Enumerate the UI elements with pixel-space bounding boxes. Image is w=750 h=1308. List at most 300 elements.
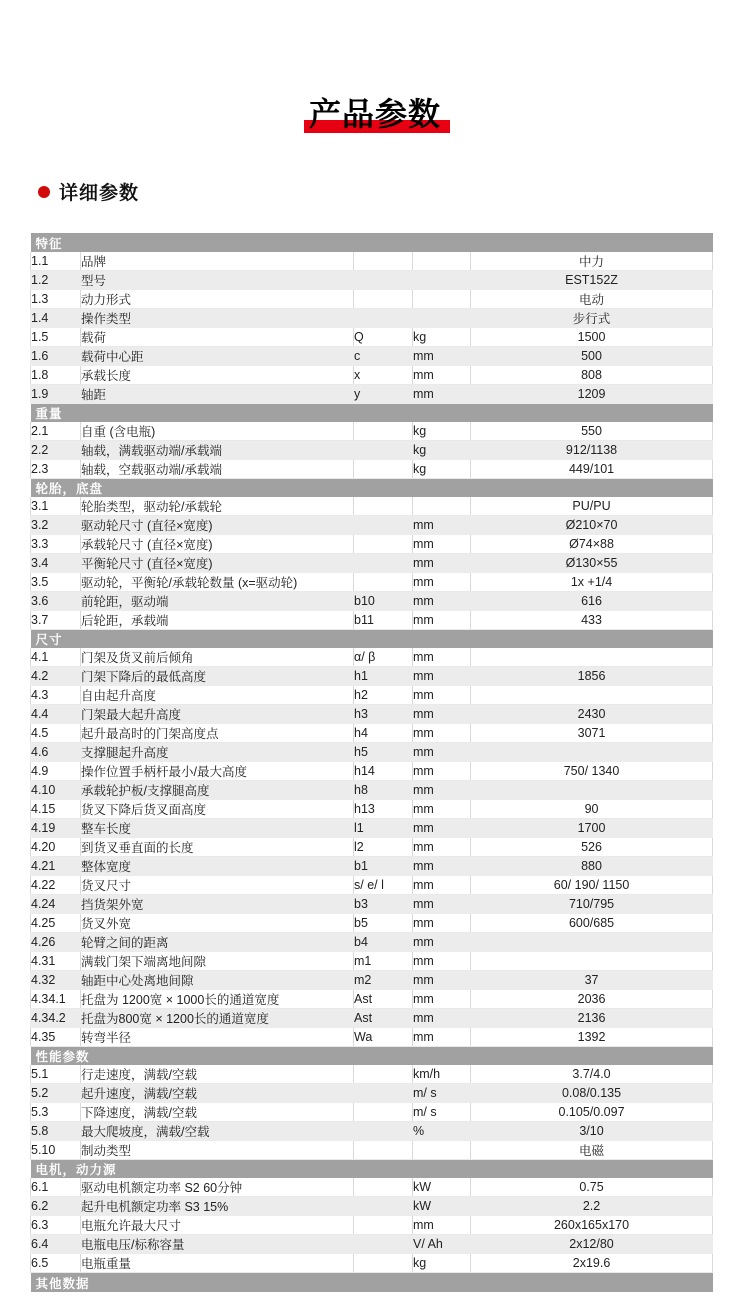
spec-unit-cell: kg [413,422,471,441]
spec-symbol-cell [354,1254,413,1273]
spec-no-cell: 4.31 [31,952,81,971]
spec-unit-cell: mm [413,592,471,611]
detail-params-heading [38,178,750,205]
spec-unit-cell: mm [413,857,471,876]
spec-unit-cell: mm [413,933,471,952]
spec-value-cell: 750/ 1340 [471,762,713,781]
spec-row [31,781,713,800]
spec-name-cell: 最大爬坡度，满载/空载 [81,1122,354,1141]
spec-unit-cell [413,252,471,271]
spec-no-cell: 4.21 [31,857,81,876]
spec-symbol-cell [354,270,413,289]
spec-unit-cell: mm [413,384,471,403]
spec-row [31,535,713,554]
spec-name-cell: 承载长度 [81,365,354,384]
spec-symbol-cell: Wa [354,1028,413,1047]
spec-no-cell: 6.3 [31,1216,81,1235]
spec-value-cell: 电磁 [471,1141,713,1160]
spec-row [31,592,713,611]
spec-symbol-cell: α/ β [354,648,413,667]
spec-value-cell: 616 [471,592,713,611]
spec-unit-cell: mm [413,1216,471,1235]
spec-row [31,516,713,535]
spec-row [31,289,713,308]
spec-table-body [31,233,713,1291]
spec-row [31,346,713,365]
spec-value-cell: 1x +1/4 [471,573,713,592]
spec-row [31,838,713,857]
spec-unit-cell: m/ s [413,1084,471,1103]
spec-value-cell: 808 [471,365,713,384]
spec-value-cell: 60/ 190/ 1150 [471,876,713,895]
spec-unit-cell: km/h [413,1065,471,1084]
spec-value-cell: PU/PU [471,497,713,516]
spec-symbol-cell [354,1178,413,1197]
spec-symbol-cell: m1 [354,952,413,971]
spec-symbol-cell [354,289,413,308]
spec-row [31,952,713,971]
spec-symbol-cell: b3 [354,895,413,914]
spec-unit-cell: mm [413,819,471,838]
spec-no-cell: 1.3 [31,289,81,308]
spec-name-cell: 支撑腿起升高度 [81,743,354,762]
spec-no-cell: 5.1 [31,1065,81,1084]
spec-name-cell: 门架最大起升高度 [81,705,354,724]
spec-symbol-cell [354,1065,413,1084]
spec-unit-cell: V/ Ah [413,1235,471,1254]
spec-name-cell: 整车长度 [81,819,354,838]
spec-unit-cell: mm [413,705,471,724]
spec-no-cell: 3.3 [31,535,81,554]
spec-symbol-cell: b5 [354,914,413,933]
spec-name-cell: 货叉外宽 [81,914,354,933]
spec-no-cell: 4.34.1 [31,990,81,1009]
section-header-row [31,233,713,252]
spec-row [31,611,713,630]
spec-unit-cell [413,289,471,308]
spec-row [31,460,713,479]
spec-name-cell: 轮胎类型，驱动轮/承载轮 [81,497,354,516]
spec-value-cell: 中力 [471,252,713,271]
spec-symbol-cell [354,422,413,441]
spec-unit-cell: mm [413,573,471,592]
spec-symbol-cell [354,460,413,479]
spec-symbol-cell: l2 [354,838,413,857]
section-header-row [31,479,713,498]
spec-value-cell: 3/10 [471,1122,713,1141]
spec-row [31,705,713,724]
spec-row [31,1103,713,1122]
section-header-row [31,1047,713,1066]
spec-unit-cell: kg [413,460,471,479]
spec-value-cell: 260x165x170 [471,1216,713,1235]
spec-unit-cell: mm [413,800,471,819]
spec-name-cell: 起升速度，满载/空载 [81,1084,354,1103]
section-header-row [31,1160,713,1179]
spec-row [31,971,713,990]
spec-unit-cell [413,1141,471,1160]
section-header-label: 重量 [31,403,713,422]
spec-name-cell: 轴距 [81,384,354,403]
spec-no-cell: 6.5 [31,1254,81,1273]
spec-row [31,990,713,1009]
spec-symbol-cell: Q [354,327,413,346]
section-header-row [31,1273,713,1292]
spec-symbol-cell [354,1122,413,1141]
spec-no-cell: 4.24 [31,895,81,914]
spec-name-cell: 载荷中心距 [81,346,354,365]
spec-value-cell [471,648,713,667]
spec-no-cell: 1.9 [31,384,81,403]
spec-name-cell: 驱动轮，平衡轮/承载轮数量 (x=驱动轮) [81,573,354,592]
spec-no-cell: 2.3 [31,460,81,479]
spec-row [31,422,713,441]
spec-symbol-cell: m2 [354,971,413,990]
spec-value-cell: 1500 [471,327,713,346]
spec-name-cell: 轴载，空载驱动端/承载端 [81,460,354,479]
spec-no-cell: 4.20 [31,838,81,857]
spec-row [31,1197,713,1216]
spec-unit-cell: mm [413,648,471,667]
spec-symbol-cell [354,1197,413,1216]
spec-row [31,743,713,762]
spec-unit-cell: mm [413,971,471,990]
spec-unit-cell: % [413,1122,471,1141]
spec-value-cell: 449/101 [471,460,713,479]
spec-no-cell: 1.6 [31,346,81,365]
spec-row [31,1122,713,1141]
spec-symbol-cell [354,1235,413,1254]
spec-row [31,762,713,781]
spec-row [31,327,713,346]
spec-name-cell: 门架下降后的最低高度 [81,667,354,686]
spec-symbol-cell: b10 [354,592,413,611]
spec-row [31,933,713,952]
section-header-row [31,403,713,422]
spec-no-cell: 6.4 [31,1235,81,1254]
spec-value-cell: 550 [471,422,713,441]
spec-symbol-cell: h13 [354,800,413,819]
spec-value-cell: 3.7/4.0 [471,1065,713,1084]
spec-symbol-cell [354,1216,413,1235]
spec-no-cell: 3.5 [31,573,81,592]
spec-no-cell: 4.26 [31,933,81,952]
spec-no-cell: 4.4 [31,705,81,724]
section-header-label: 尺寸 [31,630,713,649]
spec-name-cell: 转弯半径 [81,1028,354,1047]
spec-symbol-cell [354,1103,413,1122]
spec-name-cell: 行走速度，满载/空载 [81,1065,354,1084]
spec-row [31,819,713,838]
spec-no-cell: 4.22 [31,876,81,895]
spec-value-cell: 526 [471,838,713,857]
section-header-label: 性能参数 [31,1047,713,1066]
spec-no-cell: 6.1 [31,1178,81,1197]
spec-row [31,876,713,895]
spec-name-cell: 自重 (含电瓶) [81,422,354,441]
spec-symbol-cell: s/ e/ l [354,876,413,895]
section-header-label: 其他数据 [31,1273,713,1292]
spec-value-cell: 90 [471,800,713,819]
spec-no-cell: 3.2 [31,516,81,535]
spec-no-cell: 6.2 [31,1197,81,1216]
spec-name-cell: 电瓶电压/标称容量 [81,1235,354,1254]
spec-name-cell: 起升电机额定功率 S3 15% [81,1197,354,1216]
spec-unit-cell: kW [413,1197,471,1216]
spec-no-cell: 1.4 [31,308,81,327]
spec-no-cell: 1.2 [31,270,81,289]
spec-name-cell: 门架及货叉前后倾角 [81,648,354,667]
spec-value-cell [471,781,713,800]
spec-unit-cell: mm [413,346,471,365]
spec-row [31,1141,713,1160]
spec-no-cell: 4.34.2 [31,1009,81,1028]
spec-value-cell: 433 [471,611,713,630]
spec-symbol-cell: h14 [354,762,413,781]
spec-value-cell [471,933,713,952]
section-header-label: 轮胎，底盘 [31,479,713,498]
spec-no-cell: 1.8 [31,365,81,384]
spec-no-cell: 5.10 [31,1141,81,1160]
spec-symbol-cell [354,252,413,271]
spec-name-cell: 驱动电机额定功率 S2 60分钟 [81,1178,354,1197]
spec-name-cell: 电瓶允许最大尺寸 [81,1216,354,1235]
spec-value-cell: Ø74×88 [471,535,713,554]
spec-name-cell: 操作位置手柄杆最小/最大高度 [81,762,354,781]
page-title-text: 产品参数 [308,95,441,133]
spec-name-cell: 承载轮尺寸 (直径×宽度) [81,535,354,554]
spec-no-cell: 4.32 [31,971,81,990]
title-row [0,0,750,133]
spec-no-cell: 2.2 [31,441,81,460]
spec-value-cell: 步行式 [471,308,713,327]
spec-symbol-cell: x [354,365,413,384]
spec-name-cell: 轮臂之间的距离 [81,933,354,952]
spec-unit-cell: mm [413,895,471,914]
spec-unit-cell: kg [413,1254,471,1273]
spec-row [31,252,713,271]
spec-value-cell: 912/1138 [471,441,713,460]
spec-symbol-cell: Ast [354,1009,413,1028]
spec-symbol-cell [354,441,413,460]
spec-unit-cell: mm [413,686,471,705]
spec-unit-cell: kg [413,327,471,346]
spec-row [31,554,713,573]
spec-no-cell: 4.2 [31,667,81,686]
spec-value-cell [471,952,713,971]
spec-value-cell: 0.08/0.135 [471,1084,713,1103]
spec-row [31,1178,713,1197]
spec-value-cell: 0.75 [471,1178,713,1197]
spec-value-cell: 880 [471,857,713,876]
spec-row [31,1084,713,1103]
spec-name-cell: 前轮距，驱动端 [81,592,354,611]
spec-value-cell [471,743,713,762]
spec-unit-cell [413,497,471,516]
spec-unit-cell: mm [413,990,471,1009]
spec-symbol-cell [354,497,413,516]
spec-unit-cell: mm [413,914,471,933]
spec-table [30,233,713,1291]
spec-symbol-cell [354,554,413,573]
spec-value-cell: 2430 [471,705,713,724]
spec-no-cell: 4.35 [31,1028,81,1047]
spec-no-cell: 3.1 [31,497,81,516]
spec-symbol-cell: h8 [354,781,413,800]
spec-unit-cell [413,270,471,289]
spec-name-cell: 动力形式 [81,289,354,308]
spec-value-cell: 1700 [471,819,713,838]
spec-name-cell: 后轮距，承载端 [81,611,354,630]
spec-unit-cell: mm [413,952,471,971]
spec-row [31,270,713,289]
spec-no-cell: 3.4 [31,554,81,573]
spec-value-cell: EST152Z [471,270,713,289]
spec-unit-cell: mm [413,516,471,535]
spec-value-cell: 1209 [471,384,713,403]
section-header-row [31,630,713,649]
spec-no-cell: 4.19 [31,819,81,838]
spec-name-cell: 下降速度，满载/空载 [81,1103,354,1122]
spec-row [31,724,713,743]
spec-symbol-cell: h3 [354,705,413,724]
spec-symbol-cell: h1 [354,667,413,686]
spec-no-cell: 4.9 [31,762,81,781]
spec-name-cell: 制动类型 [81,1141,354,1160]
spec-name-cell: 起升最高时的门架高度点 [81,724,354,743]
spec-no-cell: 4.15 [31,800,81,819]
spec-no-cell: 1.5 [31,327,81,346]
spec-unit-cell: mm [413,838,471,857]
spec-name-cell: 自由起升高度 [81,686,354,705]
spec-unit-cell: kg [413,441,471,460]
spec-unit-cell: mm [413,535,471,554]
spec-value-cell: 2x19.6 [471,1254,713,1273]
spec-unit-cell: mm [413,762,471,781]
spec-no-cell: 2.1 [31,422,81,441]
spec-name-cell: 托盘为 1200宽 × 1000长的通道宽度 [81,990,354,1009]
spec-row [31,686,713,705]
spec-row [31,1028,713,1047]
spec-no-cell: 4.6 [31,743,81,762]
spec-name-cell: 轴载，满载驱动端/承载端 [81,441,354,460]
spec-no-cell: 4.10 [31,781,81,800]
spec-no-cell: 4.3 [31,686,81,705]
spec-value-cell [471,686,713,705]
spec-unit-cell: mm [413,1009,471,1028]
spec-no-cell: 4.1 [31,648,81,667]
spec-name-cell: 满载门架下端离地间隙 [81,952,354,971]
spec-no-cell: 3.7 [31,611,81,630]
spec-value-cell: 710/795 [471,895,713,914]
spec-value-cell: 2136 [471,1009,713,1028]
spec-unit-cell: mm [413,667,471,686]
spec-unit-cell: mm [413,365,471,384]
spec-symbol-cell: h4 [354,724,413,743]
spec-no-cell: 4.5 [31,724,81,743]
section-header-label: 电机，动力源 [31,1160,713,1179]
spec-no-cell: 5.8 [31,1122,81,1141]
spec-name-cell: 货叉下降后货叉面高度 [81,800,354,819]
spec-row [31,573,713,592]
spec-symbol-cell: y [354,384,413,403]
spec-row [31,1216,713,1235]
spec-row [31,1009,713,1028]
spec-row [31,441,713,460]
spec-symbol-cell [354,573,413,592]
spec-name-cell: 到货叉垂直面的长度 [81,838,354,857]
section-header-label: 特征 [31,233,713,252]
spec-symbol-cell [354,535,413,554]
spec-no-cell: 5.3 [31,1103,81,1122]
spec-name-cell: 承载轮护板/支撑腿高度 [81,781,354,800]
page-title [309,95,441,133]
spec-row [31,800,713,819]
spec-no-cell: 4.25 [31,914,81,933]
spec-name-cell: 货叉尺寸 [81,876,354,895]
spec-symbol-cell: b1 [354,857,413,876]
spec-symbol-cell: h2 [354,686,413,705]
spec-symbol-cell [354,516,413,535]
spec-name-cell: 品牌 [81,252,354,271]
spec-name-cell: 整体宽度 [81,857,354,876]
spec-row [31,1065,713,1084]
spec-value-cell: 2036 [471,990,713,1009]
spec-row [31,667,713,686]
spec-value-cell: 3071 [471,724,713,743]
spec-row [31,648,713,667]
spec-unit-cell: mm [413,876,471,895]
spec-unit-cell: kW [413,1178,471,1197]
spec-row [31,308,713,327]
spec-value-cell: 2.2 [471,1197,713,1216]
spec-row [31,1254,713,1273]
spec-name-cell: 挡货架外宽 [81,895,354,914]
spec-value-cell: Ø130×55 [471,554,713,573]
spec-value-cell: 2x12/80 [471,1235,713,1254]
spec-symbol-cell [354,1141,413,1160]
spec-name-cell: 载荷 [81,327,354,346]
detail-params-label: 详细参数 [59,183,140,205]
spec-symbol-cell [354,308,413,327]
spec-symbol-cell: h5 [354,743,413,762]
spec-name-cell: 型号 [81,270,354,289]
spec-value-cell: 1856 [471,667,713,686]
spec-no-cell: 3.6 [31,592,81,611]
spec-unit-cell: mm [413,554,471,573]
spec-unit-cell: mm [413,781,471,800]
spec-unit-cell: m/ s [413,1103,471,1122]
spec-value-cell: 600/685 [471,914,713,933]
spec-row [31,497,713,516]
spec-no-cell: 5.2 [31,1084,81,1103]
spec-row [31,895,713,914]
spec-value-cell: 0.105/0.097 [471,1103,713,1122]
spec-row [31,857,713,876]
spec-symbol-cell: b11 [354,611,413,630]
spec-row [31,914,713,933]
spec-symbol-cell: b4 [354,933,413,952]
spec-no-cell: 1.1 [31,252,81,271]
spec-symbol-cell: c [354,346,413,365]
spec-symbol-cell: l1 [354,819,413,838]
spec-row [31,1235,713,1254]
spec-name-cell: 托盘为800宽 × 1200长的通道宽度 [81,1009,354,1028]
spec-symbol-cell: Ast [354,990,413,1009]
red-bullet-icon [38,186,50,198]
spec-name-cell: 电瓶重量 [81,1254,354,1273]
spec-unit-cell: mm [413,1028,471,1047]
